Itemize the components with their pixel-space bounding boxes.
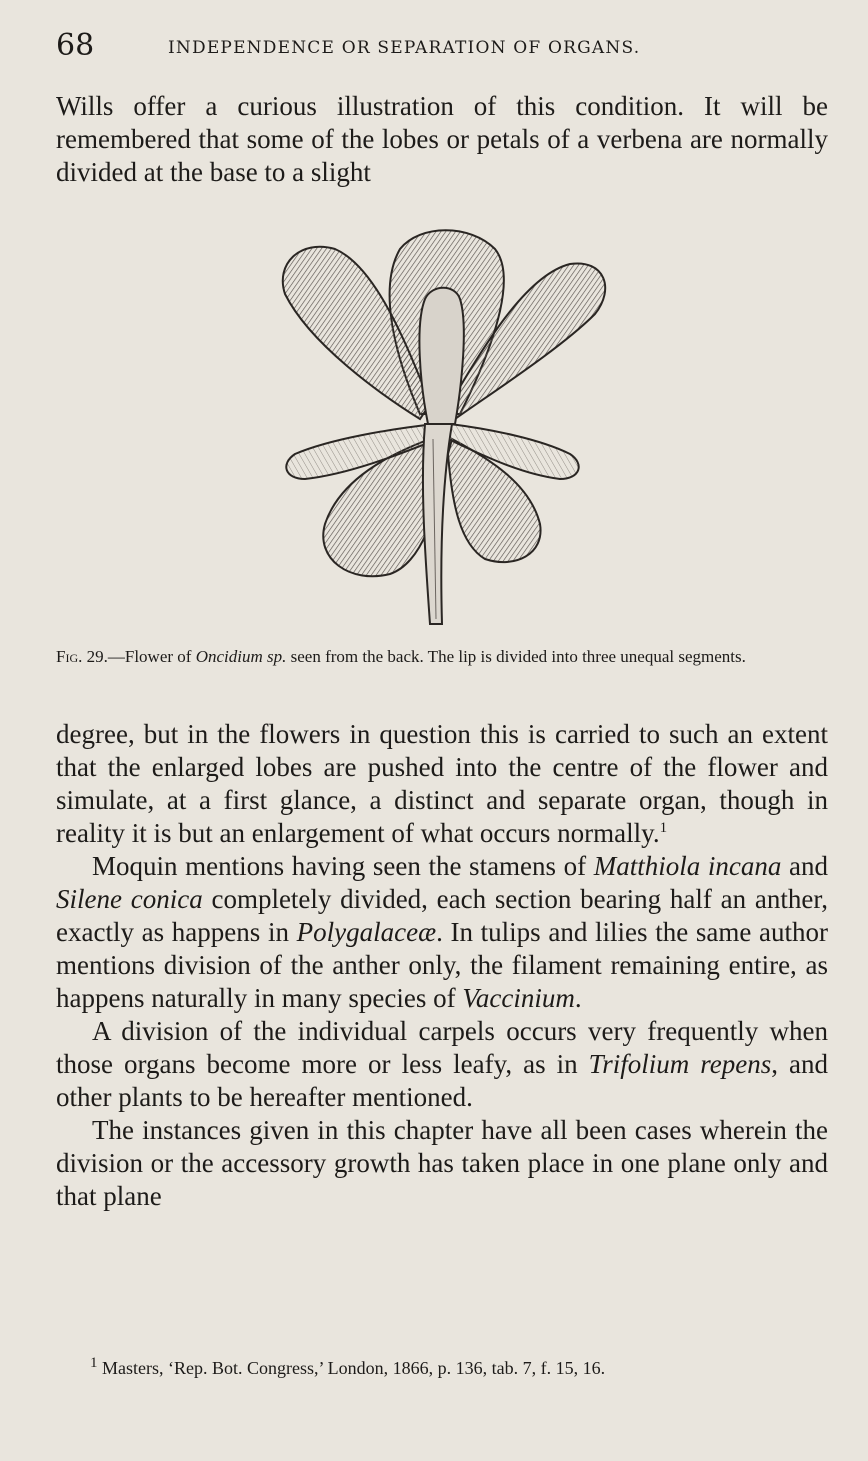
column (419, 288, 463, 424)
footnote-marker: 1 (90, 1355, 98, 1371)
species-name: Trifolium repens (588, 1049, 772, 1079)
oncidium-flower-illustration (270, 224, 615, 629)
paragraph: Wills offer a curious illustration of this condition. It will be remembered that some of the lobes or petals of a verbena are normally divided at the base to a slight (56, 91, 828, 187)
footnote (90, 1357, 828, 1379)
paragraph-text: Moquin mentions having seen the stamens of (92, 851, 594, 881)
species-name: Matthiola incana (593, 851, 782, 881)
paragraph-text: degree, but in the flowers in question this is carried to such an extent that the enlarged lobes are pushed into the centre of the flower and simulate, at a first glance, a distinct and separate organ, though in reality it is but an enlargement of what occurs normally. (56, 719, 828, 848)
footnote-ref: 1 (659, 820, 668, 836)
paragraph-text: completely divided, each section bearing half an anther, exactly as happens in (56, 884, 828, 947)
genus-name: Vaccinium (462, 983, 575, 1013)
figure-label: Fig. 29. (56, 647, 108, 666)
paragraph-text: . (574, 983, 582, 1013)
footnote-text: Masters, ‘Rep. Bot. Congress,’ London, 1866, p. 136, tab. 7, f. 15, 16. (97, 1358, 606, 1378)
family-name: Polygalaceæ (296, 917, 437, 947)
running-title: INDEPENDENCE OR SEPARATION OF ORGANS. (168, 38, 641, 58)
page-number: 68 (56, 28, 95, 63)
figure-caption (56, 646, 828, 667)
paragraph: The instances given in this chapter have all been cases wherein the division or the accessory growth has taken place in one plane only and that plane (56, 1115, 828, 1211)
paragraph-text: and (781, 851, 828, 881)
text-block-bottom (56, 718, 828, 1213)
paragraph (56, 718, 828, 850)
caption-species: Oncidium sp. (195, 647, 287, 666)
paragraph (56, 1015, 828, 1114)
stem (423, 424, 452, 624)
paragraph (56, 850, 828, 1015)
paragraph-text: , and other plants to be hereafter mentioned. (56, 1049, 829, 1112)
page-header (56, 28, 828, 68)
caption-text: seen from the back. The lip is divided into three unequal segments. (286, 647, 746, 666)
paragraph-text: A division of the individual carpels occurs very frequently when those organs become more or less leafy, as in (56, 1016, 828, 1079)
species-name: Silene conica (56, 884, 203, 914)
caption-text: —Flower of (107, 647, 196, 666)
text-block-top (56, 90, 828, 189)
paragraph-text: . In tulips and lilies the same author mentions division of the anther only, the filament remaining entire, as happens naturally in many species of (56, 917, 828, 1013)
